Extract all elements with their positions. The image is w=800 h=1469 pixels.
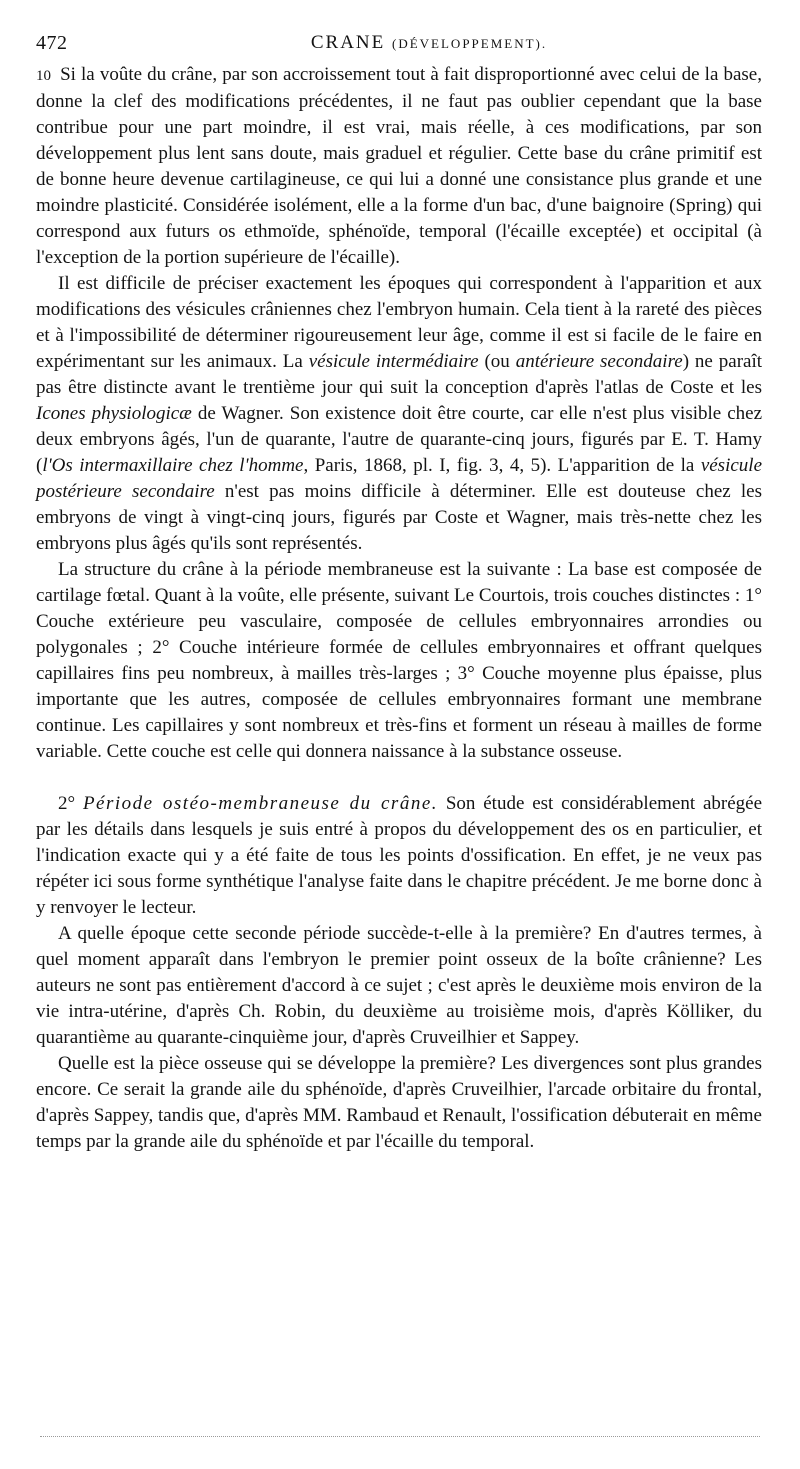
section-heading: Période ostéo-membraneuse du crâne.	[82, 793, 439, 814]
italic-term: antérieure secondaire	[515, 351, 683, 372]
italic-term: vésicule intermédiaire	[308, 351, 479, 372]
paragraph-text: Son étude est considérablement abrégée par les détails dans lesquels je suis entré à propos du développement des os en particulier, et l'indication exacte qui y a été faite de tous les points d'ossification. En effet, je ne veux pas répéter ici sous forme synthétique l'analyse faite dans le chapitre précédent. Je me borne donc à y renvoyer le lecteur.	[36, 793, 763, 918]
paragraph-text: Si la voûte du crâne, par son accroissement tout à fait disproportionné avec celui de la base, donne la clef des modifications précédentes, il ne faut pas oublier cependant que la base contribue pour une part moindre, il est vrai, mais réelle, à ces modifications, par son développement plus lent sans doute, mais graduel et régulier. Cette base du crâne primitif est de bonne heure devenue cartilagineuse, ce qui lui a donné une consistance plus grande et une moindre plasticité. Considérée isolément, elle a la forme d'un bac, d'une baignoire (Spring) qui correspond aux futurs os ethmoïde, sphénoïde, temporal (l'écaille exceptée) et occipital (à l'exception de la portion supérieure de l'écaille).	[36, 64, 762, 268]
page-number: 472	[36, 32, 68, 54]
text-run: ) ne paraît pas être distincte avant le trentième jour qui suit la conception d'après l'atlas de Coste et les	[36, 351, 763, 398]
text-run: Il est difficile de préciser exactement les époques qui correspondent à l'apparition et aux modifications des vésicules crâniennes chez l'embryon humain. Cela tient à la rareté des pièces et à l'impossibilité de déterminer rigoureusement leur âge, comme il est si facile de le faire en expérimentant sur les animaux. La	[36, 273, 762, 372]
footer-rule	[40, 1436, 760, 1437]
paragraph-first-ossification-date	[36, 921, 762, 1051]
text-run: n'est pas moins difficile à déterminer. Elle est douteuse chez les embryons de vingt à vingt-cinq jours, figurés par Coste et Wagner, mais très-nette chez les embryons plus âgés qu'ils sont représentés.	[36, 481, 762, 554]
paragraph-osteo-membranous-period	[36, 791, 762, 921]
text-run: de Wagner. Son existence doit être courte, car elle n'est plus visible chez deux embryons âgés, l'un de quarante, l'autre de quarante-cinq jours, figurés par E. T. Hamy (	[36, 403, 762, 476]
text-run: , Paris, 1868, pl. I, fig. 3, 4, 5). L'apparition de la	[303, 455, 701, 476]
paragraph-text: A quelle époque cette seconde période succède-t-elle à la première? En d'autres termes, à quel moment apparaît dans l'embryon le premier point osseux de la boîte crânienne? Les auteurs ne sont pas entièrement d'accord à ce sujet ; c'est après le deuxième mois environ de la vie intra-utérine, d'après Ch. Robin, du deuxième au troisième mois, d'après Kölliker, du quarantième au quarante-cinquième jour, d'après Cruveilhier et Sappey.	[36, 923, 762, 1048]
text-run: (ou	[478, 351, 516, 372]
paragraph-number: 10	[36, 68, 51, 84]
italic-term: vésicule postérieure secondaire	[36, 455, 762, 502]
section-number: 2°	[58, 793, 76, 814]
running-title-main: CRANE	[310, 32, 386, 53]
running-title-sub: (DÉVELOPPEMENT).	[392, 36, 548, 51]
paragraph-text: La structure du crâne à la période membraneuse est la suivante : La base est composée de cartilage fœtal. Quant à la voûte, elle présente, suivant Le Courtois, trois couches distinctes : 1° Couche extérieure peu vasculaire, composée de cellules embryonnaires arrondies ou polygonales ; 2° Couche intérieure formée de cellules embryonnaires et offrant quelques capillaires fins peu nombreux, à mailles très-larges ; 3° Couche moyenne plus épaisse, plus importante que les autres, composée de cellules embryonnaires formant une membrane continue. Les capillaires y sont nombreux et très-fins et forment un réseau à mailles de forme variable. Cette couche est celle qui donnera naissance à la substance osseuse.	[36, 559, 762, 762]
paragraph-text: Quelle est la pièce osseuse qui se développe la première? Les divergences sont plus grandes encore. Ce serait la grande aile du sphénoïde, d'après Cruveilhier, l'arcade orbitaire du frontal, d'après Sappey, tandis que, d'après MM. Rambaud et Renault, l'ossification débuterait en même temps par la grande aile du sphénoïde et par l'écaille du temporal.	[36, 1053, 762, 1152]
italic-title: l'Os intermaxillaire chez l'homme	[42, 455, 304, 476]
paragraph-membranous-structure	[36, 557, 762, 765]
running-header	[36, 30, 762, 60]
paragraph-vault-and-base	[36, 62, 762, 271]
italic-title: Icones physiologicæ	[36, 403, 192, 424]
paragraph-cranial-vesicles	[36, 271, 762, 557]
running-title	[36, 30, 762, 57]
paragraph-first-bone-piece	[36, 1051, 762, 1155]
